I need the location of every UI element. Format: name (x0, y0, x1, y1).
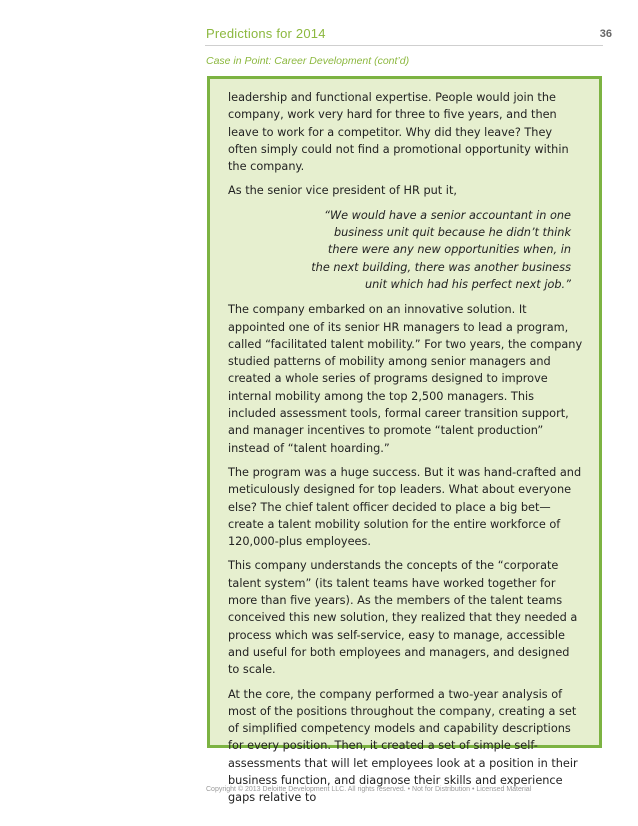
paragraph-2: As the senior vice president of HR put it, (228, 184, 457, 198)
paragraph-4: The program was a huge success. But it was hand-crafted and meticulously designed for top leaders. What about everyone else? The chief talent officer decided to place a big bet—create a talent mobility solution for the entire workforce of 120,000-plus employees. (228, 465, 582, 549)
quote-line: business unit quit because he didn’t think (333, 226, 571, 240)
paragraph-3: The company embarked on an innovative solution. It appointed one of its senior HR managers to lead a program, called “facilitated talent mobility.” For two years, the company studied patterns of mobility among senior managers and created a whole series of programs designed to improve internal mobility among the top 2,500 managers. This included assessment tools, formal career transition support, and manager incentives to promote “talent production” instead of “talent hoarding.” (228, 303, 583, 455)
header-title: Predictions for 2014 (206, 26, 326, 41)
quote-line: “We would have a senior accountant in one (324, 208, 571, 222)
paragraph-1: leadership and functional expertise. People would join the company, work very hard for three to five years, and then leave to work for a competitor. Why did they leave? They often simply could not find a promotional opportunity within the company. (228, 91, 569, 174)
page-number: 36 (599, 28, 612, 40)
header-divider (205, 45, 603, 46)
quote-line: there were any new opportunities when, in (327, 243, 571, 257)
paragraph-5: This company understands the concepts of the “corporate talent system” (its talent teams have worked together for more than five years). As the members of the talent teams conceived this new solution, they realized that they needed a process which was self-service, easy to manage, accessible and useful for both employees and managers, and designed to scale. (228, 559, 578, 677)
paragraph-6: At the core, the company performed a two-year analysis of most of the positions throughout the company, creating a set of simplified competency models and capability descriptions for every position. Then, it created a set of simple self-assessments that will let employees look at a position in their business function, and diagnose their skills and experience gaps relative to (228, 687, 578, 805)
callout-content (228, 89, 583, 814)
quote-line: the next building, there was another business (311, 260, 571, 274)
section-subtitle: Case in Point: Career Development (cont’d) (206, 55, 410, 67)
copyright-footer: Copyright © 2013 Deloitte Development LLC. All rights reserved. • Not for Distribution • Licensed Material (206, 786, 532, 793)
quote-line: unit which had his perfect next job.” (364, 277, 571, 291)
pull-quote (228, 207, 571, 293)
